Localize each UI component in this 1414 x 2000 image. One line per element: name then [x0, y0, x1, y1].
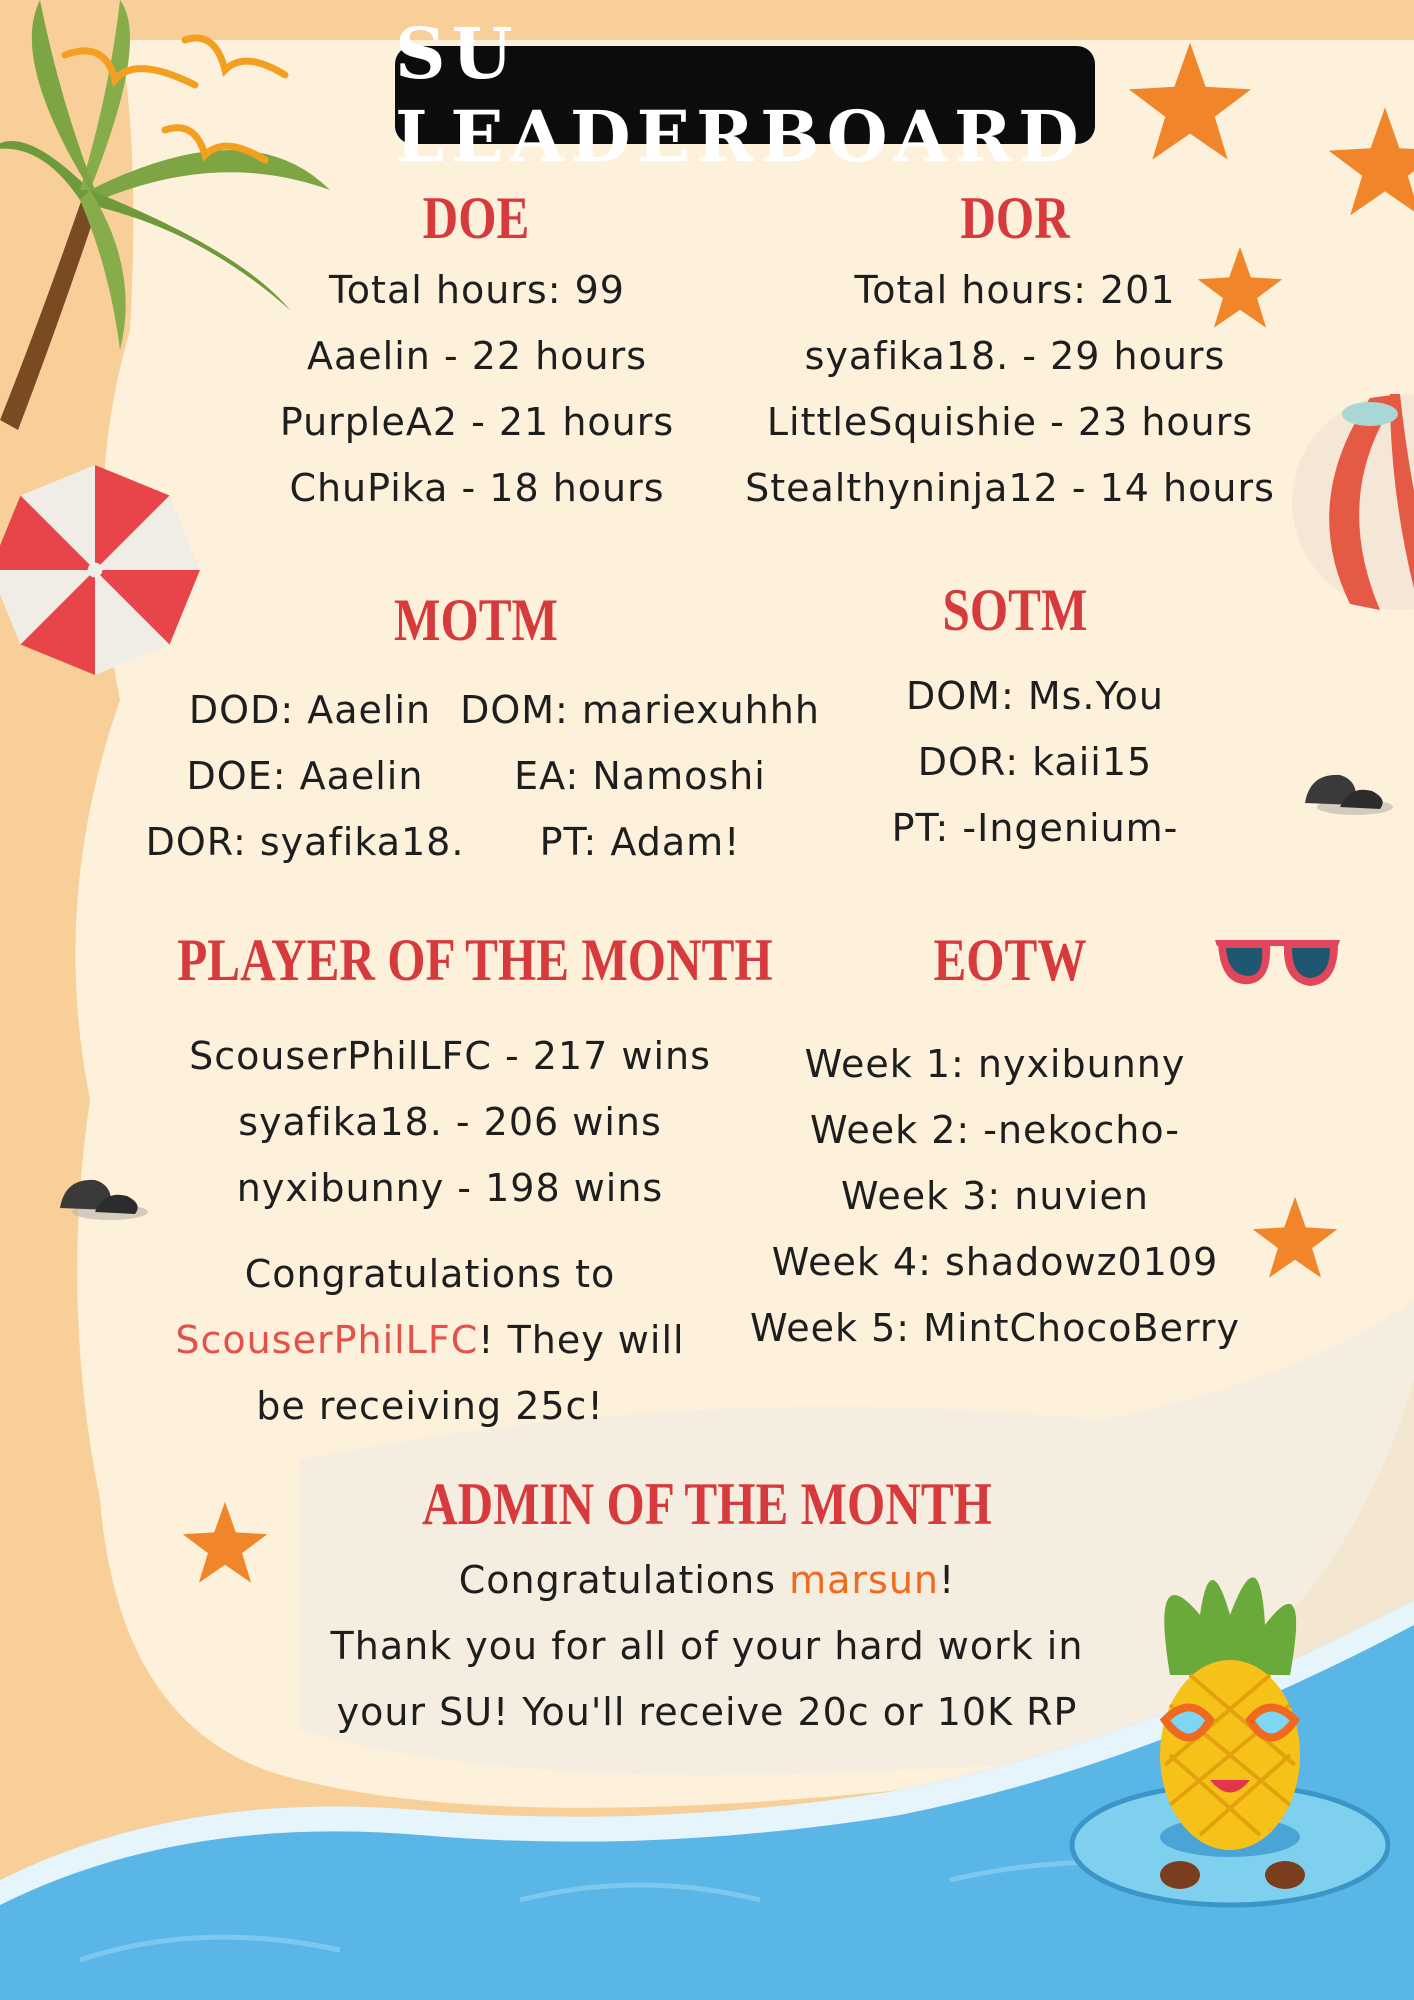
- potm-winner: ScouserPhilLFC: [175, 1318, 479, 1362]
- sotm-heading: SOTM: [942, 577, 1088, 643]
- motm-heading: MOTM: [394, 587, 558, 653]
- aotm-congrats-prefix: Congratulations: [458, 1558, 790, 1602]
- eotw-entry: Week 5: MintChocoBerry: [749, 1306, 1241, 1350]
- sotm-entry: DOR: kaii15: [917, 740, 1153, 784]
- aotm-heading: ADMIN OF THE MONTH: [422, 1471, 992, 1537]
- dor-entry: syafika18. - 29 hours: [804, 334, 1226, 378]
- eotw-entry: Week 3: nuvien: [841, 1174, 1149, 1218]
- rock-icon: [1300, 763, 1395, 818]
- doe-entry: PurpleA2 - 21 hours: [279, 400, 675, 444]
- page-title: SU LEADERBOARD: [395, 46, 1095, 144]
- seagull-icon: [55, 30, 315, 180]
- doe-total: Total hours: 99: [329, 268, 625, 312]
- aotm-message: your SU! You'll receive 20c or 10K RP: [336, 1690, 1078, 1734]
- potm-heading: PLAYER OF THE MONTH: [177, 927, 773, 993]
- potm-entry: syafika18. - 206 wins: [238, 1100, 662, 1144]
- motm-entry: PT: Adam!: [539, 820, 741, 864]
- aotm-congrats-suffix: !: [939, 1558, 956, 1602]
- dor-entry: Stealthyninja12 - 14 hours: [745, 466, 1275, 510]
- dor-total: Total hours: 201: [854, 268, 1176, 312]
- motm-entry: EA: Namoshi: [514, 754, 766, 798]
- starfish-icon: [1250, 1195, 1340, 1285]
- potm-congrats: Congratulations to: [244, 1252, 616, 1296]
- sotm-entry: DOM: Ms.You: [906, 674, 1164, 718]
- pineapple-float-icon: [1060, 1555, 1390, 1935]
- aotm-congrats: [257, 1558, 1157, 1602]
- aotm-admin-name: marsun: [789, 1558, 940, 1602]
- potm-congrats: [140, 1318, 720, 1362]
- rock-icon: [55, 1168, 150, 1223]
- potm-entry: nyxibunny - 198 wins: [236, 1166, 664, 1210]
- motm-entry: DOM: mariexuhhh: [460, 688, 820, 732]
- motm-entry: DOD: Aaelin: [188, 688, 432, 732]
- eotw-entry: Week 4: shadowz0109: [771, 1240, 1219, 1284]
- starfish-icon: [1125, 40, 1255, 170]
- dor-heading: DOR: [960, 185, 1070, 251]
- sotm-entry: PT: -Ingenium-: [891, 806, 1179, 850]
- doe-heading: DOE: [422, 185, 530, 251]
- potm-entry: ScouserPhilLFC - 217 wins: [189, 1034, 711, 1078]
- motm-entry: DOR: syafika18.: [145, 820, 465, 864]
- motm-entry: DOE: Aaelin: [186, 754, 424, 798]
- dor-entry: LittleSquishie - 23 hours: [766, 400, 1254, 444]
- eotw-heading: EOTW: [933, 927, 1087, 993]
- doe-entry: Aaelin - 22 hours: [307, 334, 647, 378]
- eotw-entry: Week 2: -nekocho-: [810, 1108, 1180, 1152]
- doe-entry: ChuPika - 18 hours: [289, 466, 665, 510]
- potm-congrats: be receiving 25c!: [256, 1384, 604, 1428]
- beach-umbrella-icon: [0, 465, 200, 675]
- sunglasses-icon: [1210, 932, 1345, 997]
- aotm-message: Thank you for all of your hard work in: [330, 1624, 1084, 1668]
- potm-congrats-rest: ! They will: [478, 1318, 685, 1362]
- starfish-icon: [1325, 100, 1414, 230]
- eotw-entry: Week 1: nyxibunny: [804, 1042, 1186, 1086]
